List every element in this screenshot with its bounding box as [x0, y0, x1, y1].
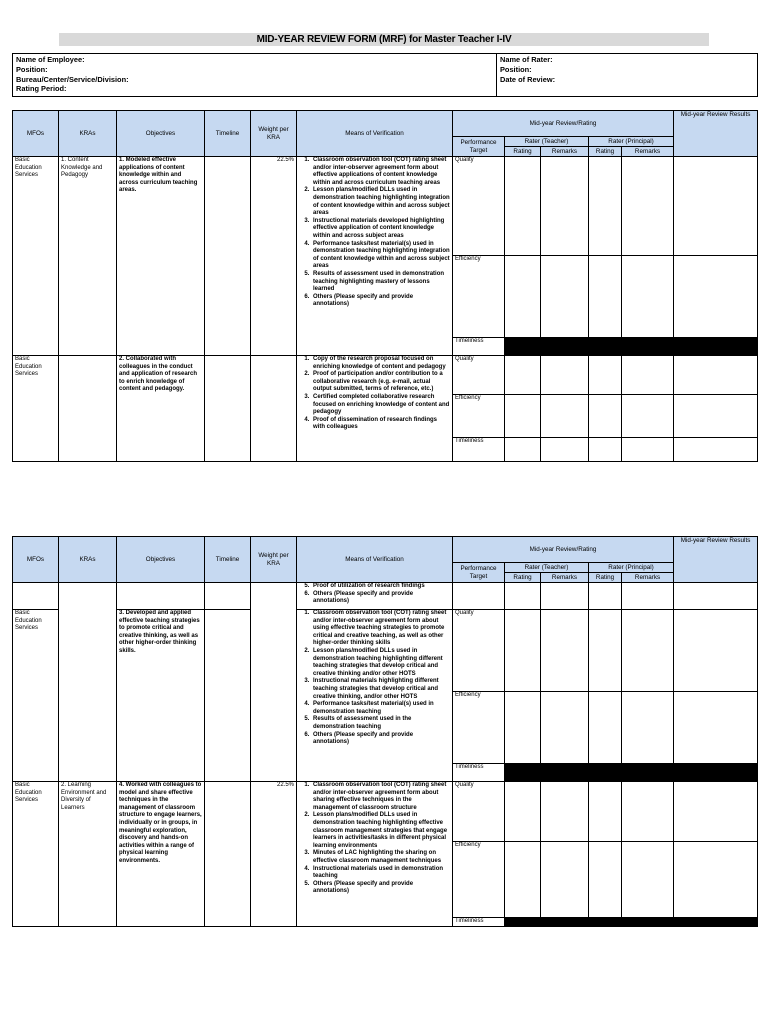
means-item: 5. Proof of utilization of research findings: [311, 583, 450, 591]
means-item: 4. Performance tasks/test material(s) used in demonstration teaching highlighting integration of content knowledge within and across subject areas: [311, 241, 450, 271]
means-cell: [297, 782, 453, 927]
means-list: [299, 782, 450, 896]
rating-header: Rating: [505, 573, 541, 583]
blocked-cell: [589, 338, 622, 356]
results-cell[interactable]: [674, 610, 758, 692]
means-item: 4. Performance tasks/test material(s) used in demonstration teaching: [311, 701, 450, 716]
mfo-cell: Basic Education Services: [13, 157, 59, 356]
remarks-cell[interactable]: [622, 356, 674, 395]
weight-header: Weight per KRA: [251, 111, 297, 157]
blocked-cell: [541, 918, 589, 927]
kra-cell: 2. Learning Environment and Diversity of Learners: [59, 782, 117, 927]
means-cell: [297, 157, 453, 356]
rating-cell[interactable]: [505, 610, 541, 692]
means-list: [299, 157, 450, 309]
rating-cell[interactable]: [505, 356, 541, 395]
blocked-cell: [541, 338, 589, 356]
means-item: 5. Results of assessment used in the demonstration teaching: [311, 716, 450, 731]
means-item: 2. Lesson plans/modified DLLs used in demonstration teaching highlighting different teaching strategies that develop critical and creative thinking and/or other HOTS: [311, 648, 450, 678]
quality-target: Quality: [453, 782, 505, 842]
blocked-cell: [505, 764, 541, 782]
efficiency-target: Efficiency: [453, 692, 505, 764]
results-cell[interactable]: [674, 782, 758, 842]
means-item: 3. Certified completed collaborative research focused on enriching knowledge of content and pedagogy: [311, 394, 450, 417]
remarks-header: Remarks: [541, 573, 589, 583]
timeline-cell: [205, 610, 251, 782]
means-cell: [297, 583, 453, 610]
review-table-1: [12, 110, 758, 462]
means-item: 2. Proof of participation and/or contribution to a collaborative research (e.g. e-mail, actual output submitted, terms of reference, etc.): [311, 371, 450, 394]
weight-cell: 22.5%: [251, 782, 297, 927]
results-cell[interactable]: [674, 157, 758, 256]
results-cell[interactable]: [674, 356, 758, 395]
kras-header: KRAs: [59, 111, 117, 157]
rating-cell[interactable]: [505, 438, 541, 462]
rating-cell[interactable]: [505, 395, 541, 438]
timeliness-target: Timeliness: [453, 338, 505, 356]
remarks-cell[interactable]: [541, 438, 589, 462]
blocked-cell: [505, 338, 541, 356]
performance-target-header: Performance Target: [453, 137, 505, 157]
review-table-2: [12, 536, 758, 927]
results-cell[interactable]: [674, 438, 758, 462]
means-item: 1. Classroom observation tool (COT) rating sheet and/or inter-observer agreement form about using effective teaching strategies to promote critical and creative teaching, as well as other higher-order thinking skills: [311, 610, 450, 648]
rating-header: Rating: [505, 147, 541, 157]
mfos-header: MFOs: [13, 111, 59, 157]
weight-cell: [251, 583, 297, 782]
rating-cell[interactable]: [505, 692, 541, 764]
remarks-cell[interactable]: [622, 583, 674, 610]
remarks-cell[interactable]: [541, 395, 589, 438]
means-item: 6. Others (Please specify and provide annotations): [311, 294, 450, 309]
mfo-cell: Basic Education Services: [13, 610, 59, 782]
target-cell: [453, 583, 505, 610]
employee-info-box: [12, 53, 758, 97]
quality-target: Quality: [453, 157, 505, 256]
weight-header: Weight per KRA: [251, 537, 297, 583]
remarks-header: Remarks: [622, 147, 674, 157]
remarks-cell[interactable]: [622, 610, 674, 692]
results-cell[interactable]: [674, 692, 758, 764]
mfo-cell: [13, 583, 59, 610]
means-item: 6. Others (Please specify and provide annotations): [311, 591, 450, 606]
midyear-header: Mid-year Review/Rating: [453, 537, 674, 563]
kra-cell: [59, 356, 117, 462]
timeline-cell: [205, 782, 251, 927]
employee-info: [13, 54, 497, 96]
efficiency-target: Efficiency: [453, 395, 505, 438]
rating-cell[interactable]: [589, 692, 622, 764]
rating-cell[interactable]: [589, 782, 622, 842]
remarks-header: Remarks: [622, 573, 674, 583]
rater-position-label: Position:: [500, 64, 532, 74]
remarks-cell[interactable]: [541, 583, 589, 610]
rater-info: [497, 54, 757, 98]
timeline-cell: [205, 157, 251, 356]
blocked-cell: [622, 764, 674, 782]
means-item: 2. Lesson plans/modified DLLs used in demonstration teaching highlighting effective classroom management strategies that engage learners in activities/tasks in different physical learning environments: [311, 812, 450, 850]
rating-cell[interactable]: [589, 842, 622, 918]
quality-target: Quality: [453, 356, 505, 395]
quality-target: Quality: [453, 610, 505, 692]
means-item: 3. Minutes of LAC highlighting the sharing on effective classroom management techniques: [311, 850, 450, 865]
objective-cell: 1. Modeled effective applications of content knowledge within and across curriculum teaching areas.: [117, 157, 205, 356]
rating-cell[interactable]: [505, 256, 541, 338]
timeline-cell: [205, 583, 251, 610]
remarks-cell[interactable]: [541, 842, 589, 918]
blocked-cell: [622, 918, 674, 927]
means-list: [299, 356, 450, 432]
timeliness-target: Timeliness: [453, 764, 505, 782]
results-header: Mid-year Review Results: [674, 111, 758, 157]
rating-period-label: Rating Period:: [16, 84, 67, 94]
rater-principal-header: Rater (Principal): [589, 137, 674, 147]
remarks-cell[interactable]: [541, 782, 589, 842]
blocked-cell: [541, 764, 589, 782]
means-item: 5. Results of assessment used in demonstration teaching highlighting mastery of lessons learned: [311, 271, 450, 294]
objective-cell: 3. Developed and applied effective teaching strategies to promote critical and creative thinking, as well as other higher-order thinking skills.: [117, 610, 205, 782]
rater-teacher-header: Rater (Teacher): [505, 563, 589, 573]
means-list: [299, 610, 450, 747]
timeliness-target: Timeliness: [453, 438, 505, 462]
midyear-header: Mid-year Review/Rating: [453, 111, 674, 137]
means-item: 4. Instructional materials used in demonstration teaching: [311, 866, 450, 881]
efficiency-target: Efficiency: [453, 842, 505, 918]
weight-cell: 22.5%: [251, 157, 297, 356]
means-cell: [297, 356, 453, 462]
rating-cell[interactable]: [505, 842, 541, 918]
kras-header: KRAs: [59, 537, 117, 583]
results-cell[interactable]: [674, 395, 758, 438]
remarks-cell[interactable]: [541, 356, 589, 395]
mfos-header: MFOs: [13, 537, 59, 583]
blocked-cell: [505, 918, 541, 927]
remarks-cell[interactable]: [622, 157, 674, 256]
results-cell[interactable]: [674, 583, 758, 610]
remarks-cell[interactable]: [541, 692, 589, 764]
rating-cell[interactable]: [589, 438, 622, 462]
remarks-header: Remarks: [541, 147, 589, 157]
timeline-header: Timeline: [205, 537, 251, 583]
rating-cell[interactable]: [589, 395, 622, 438]
rating-header: Rating: [589, 147, 622, 157]
performance-target-header: Performance Target: [453, 563, 505, 583]
objectives-header: Objectives: [117, 537, 205, 583]
results-cell[interactable]: [674, 842, 758, 918]
weight-cell: [251, 356, 297, 462]
objective-cell: 2. Collaborated with colleagues in the conduct and application of research to enrich knowledge of content and pedagogy.: [117, 356, 205, 462]
means-item: 1. Classroom observation tool (COT) rating sheet and/or inter-observer agreement form about sharing effective techniques in the management of classroom structure: [311, 782, 450, 812]
results-header: Mid-year Review Results: [674, 537, 758, 583]
objectives-header: Objectives: [117, 111, 205, 157]
means-item: 6. Others (Please specify and provide annotations): [311, 732, 450, 747]
results-cell[interactable]: [674, 256, 758, 338]
rating-cell[interactable]: [505, 583, 541, 610]
remarks-cell[interactable]: [622, 256, 674, 338]
mfo-cell: Basic Education Services: [13, 356, 59, 462]
means-item: 5. Others (Please specify and provide annotations): [311, 881, 450, 896]
rating-cell[interactable]: [589, 583, 622, 610]
means-item: 1. Classroom observation tool (COT) rating sheet and/or inter-observer agreement form about effective applications of content knowledge within and across curriculum teaching areas: [311, 157, 450, 187]
employee-position-label: Position:: [16, 64, 48, 74]
blocked-cell: [674, 918, 758, 927]
means-cell: [297, 610, 453, 782]
objective-cell: [117, 583, 205, 610]
blocked-cell: [622, 338, 674, 356]
timeline-header: Timeline: [205, 111, 251, 157]
blocked-cell: [674, 338, 758, 356]
kra-cell: 1. Content Knowledge and Pedagogy: [59, 157, 117, 356]
remarks-cell[interactable]: [541, 256, 589, 338]
blocked-cell: [589, 918, 622, 927]
remarks-cell[interactable]: [622, 782, 674, 842]
means-item: 3. Instructional materials developed highlighting effective application of content knowledge within and across subject areas: [311, 218, 450, 241]
remarks-cell[interactable]: [622, 395, 674, 438]
efficiency-target: Efficiency: [453, 256, 505, 338]
rating-cell[interactable]: [589, 610, 622, 692]
remarks-cell[interactable]: [622, 842, 674, 918]
remarks-cell[interactable]: [541, 610, 589, 692]
rating-cell[interactable]: [589, 256, 622, 338]
employee-bureau-label: Bureau/Center/Service/Division:: [16, 74, 129, 84]
rating-cell[interactable]: [589, 356, 622, 395]
blocked-cell: [589, 764, 622, 782]
review-date-label: Date of Review:: [500, 74, 556, 84]
means-item: 1. Copy of the research proposal focused on enriching knowledge of content and pedagogy: [311, 356, 450, 371]
rater-teacher-header: Rater (Teacher): [505, 137, 589, 147]
timeliness-target: Timeliness: [453, 918, 505, 927]
means-list: [299, 583, 450, 606]
means-item: 2. Lesson plans/modified DLLs used in demonstration teaching highlighting integration of content knowledge within and across subject areas: [311, 187, 450, 217]
rating-cell[interactable]: [505, 782, 541, 842]
means-header: Means of Verification: [297, 537, 453, 583]
means-item: 3. Instructional materials highlighting different teaching strategies that develop critical and creative thinking, and/or other HOTS: [311, 678, 450, 701]
mfo-cell: Basic Education Services: [13, 782, 59, 927]
rating-cell[interactable]: [589, 157, 622, 256]
timeline-cell: [205, 356, 251, 462]
kra-cell: [59, 583, 117, 782]
means-item: 4. Proof of dissemination of research findings with colleagues: [311, 417, 450, 432]
employee-name-label: Name of Employee:: [16, 55, 85, 64]
remarks-cell[interactable]: [622, 438, 674, 462]
rating-header: Rating: [589, 573, 622, 583]
blocked-cell: [674, 764, 758, 782]
remarks-cell[interactable]: [622, 692, 674, 764]
objective-cell: 4. Worked with colleagues to model and share effective techniques in the management of classroom structure to engage learners, individually or in groups, in meaningful exploration, discovery and hands-on activities within a range of physical learning environments.: [117, 782, 205, 927]
rater-name-label: Name of Rater:: [500, 55, 553, 64]
remarks-cell[interactable]: [541, 157, 589, 256]
rater-principal-header: Rater (Principal): [589, 563, 674, 573]
form-title: MID-YEAR REVIEW FORM (MRF) for Master Teacher I-IV: [59, 33, 709, 46]
rating-cell[interactable]: [505, 157, 541, 256]
means-header: Means of Verification: [297, 111, 453, 157]
